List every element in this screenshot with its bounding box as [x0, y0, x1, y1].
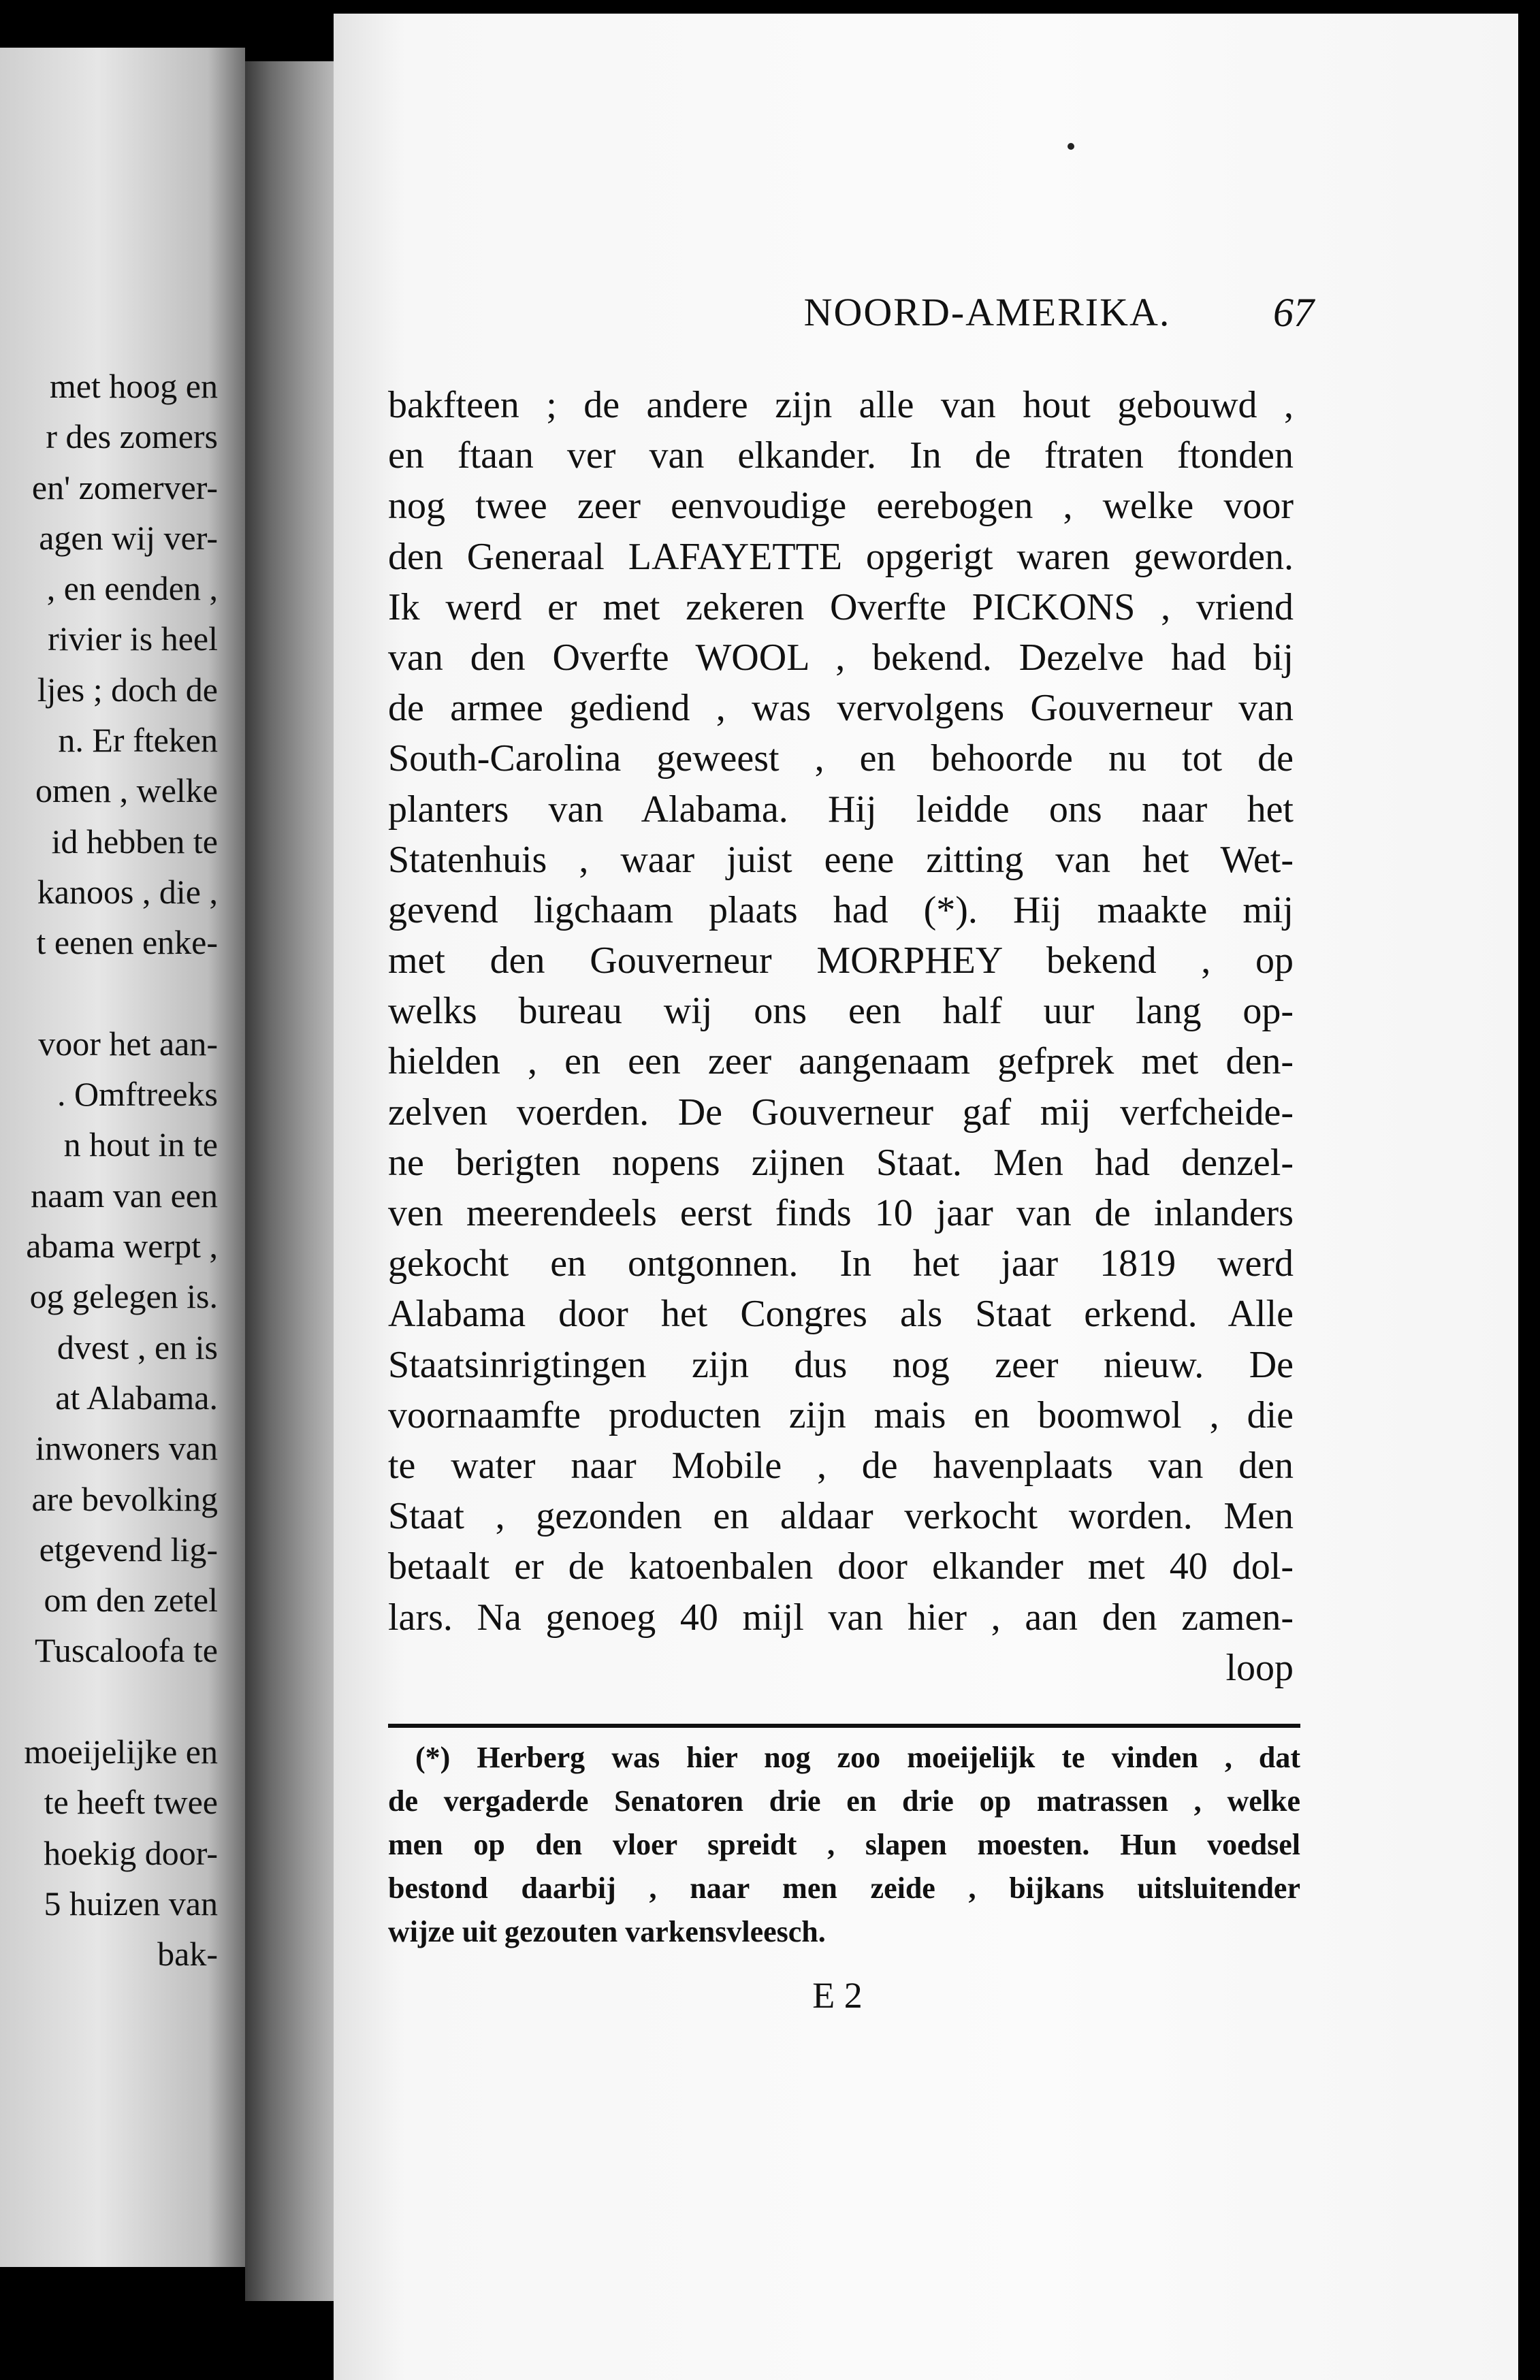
- text-line: ven meerendeels eerst finds 10 jaar van de inlanders: [388, 1192, 1294, 1234]
- text-line: lars. Na genoeg 40 mijl van hier , aan den zamen-: [388, 1596, 1294, 1639]
- signature-mark: E 2: [812, 1975, 863, 2016]
- text-line: planters van Alabama. Hij leidde ons naar het: [388, 788, 1294, 831]
- text-line: Staat , gezonden en aldaar verkocht worden. Men: [388, 1495, 1294, 1538]
- left-line: ljes ; doch de: [37, 670, 218, 709]
- left-line: 5 huizen van: [44, 1884, 218, 1923]
- left-line: dvest , en is: [57, 1328, 218, 1366]
- text-line: Ik werd er met zekeren Overfte PICKONS , vriend: [388, 585, 1294, 628]
- left-line: omen , welke: [35, 771, 218, 810]
- text-line: Statenhuis , waar juist eene zitting van het Wet-: [388, 838, 1294, 881]
- running-head: NOORD-AMERIKA.: [803, 290, 1171, 334]
- left-line: og gelegen is.: [29, 1277, 218, 1316]
- left-line: Tuscaloofa te: [35, 1631, 218, 1670]
- left-line: te heeft twee: [44, 1783, 218, 1822]
- left-line: [0, 968, 218, 1018]
- page-number: 67: [1273, 290, 1314, 335]
- left-line: met hoog en: [49, 367, 218, 405]
- text-line: Staatsinrigtingen zijn dus nog zeer nieuw. De: [388, 1343, 1294, 1386]
- text-line: van den Overfte WOOL , bekend. Dezelve had bij: [388, 636, 1294, 679]
- right-page: [334, 14, 1518, 2380]
- left-line: en' zomerver-: [31, 468, 218, 506]
- speck-mark: [1068, 143, 1074, 150]
- text-line: zelven voerden. De Gouverneur gaf mij verfcheide-: [388, 1091, 1294, 1133]
- left-line: . Omftreeks: [57, 1075, 218, 1114]
- text-line: welks bureau wij ons een half uur lang op-: [388, 990, 1294, 1033]
- left-line: agen wij ver-: [39, 518, 218, 557]
- footnote: [388, 1736, 1300, 1954]
- book-gutter: [245, 61, 347, 2301]
- left-line: at Alabama.: [55, 1378, 218, 1417]
- left-line: t eenen enke-: [36, 923, 218, 962]
- text-line: te water naar Mobile , de havenplaats van den: [388, 1444, 1294, 1487]
- left-line: bak-: [157, 1935, 218, 1974]
- text-line: ne berigten nopens zijnen Staat. Men had denzel-: [388, 1141, 1294, 1184]
- text-line: hielden , en een zeer aangenaam gefprek met den-: [388, 1040, 1294, 1083]
- text-line: de armee gediend , was vervolgens Gouverneur van: [388, 687, 1294, 730]
- left-line: etgevend lig-: [39, 1530, 218, 1569]
- text-line: nog twee zeer eenvoudige eerebogen , welke voor: [388, 485, 1294, 528]
- footnote-line: de vergaderde Senatoren drie en drie op matrassen , welke: [388, 1784, 1300, 1818]
- left-line: n. Er fteken: [58, 721, 218, 760]
- left-line: , en eenden ,: [46, 569, 218, 608]
- text-line: en ftaan ver van elkander. In de ftraten ftonden: [388, 434, 1294, 477]
- text-line: gevend ligchaam plaats had (*). Hij maakte mij: [388, 888, 1294, 931]
- left-line: naam van een: [31, 1176, 218, 1215]
- left-line: moeijelijke en: [24, 1733, 218, 1771]
- left-line: om den zetel: [44, 1581, 218, 1620]
- body-text: [388, 380, 1294, 1693]
- left-line: inwoners van: [35, 1429, 218, 1468]
- left-line: rivier is heel: [48, 620, 218, 658]
- left-page-text: [0, 361, 218, 1980]
- footnote-rule: [388, 1724, 1300, 1728]
- left-line: r des zomers: [46, 417, 218, 456]
- footnote-line: bestond daarbij , naar men zeide , bijkans uitsluitender: [388, 1871, 1300, 1905]
- footnote-line: (*) Herberg was hier nog zoo moeijelijk te vinden , dat: [415, 1741, 1300, 1774]
- text-line: voornaamfte producten zijn mais en boomwol , die: [388, 1394, 1294, 1436]
- text-line: bakfteen ; de andere zijn alle van hout gebouwd ,: [388, 384, 1294, 426]
- footnote-line: men op den vloer spreidt , slapen moesten. Hun voedsel: [388, 1828, 1300, 1861]
- left-line: voor het aan-: [38, 1024, 218, 1063]
- text-line: gekocht en ontgonnen. In het jaar 1819 werd: [388, 1242, 1294, 1285]
- left-line: are bevolking: [31, 1479, 218, 1518]
- left-line: id hebben te: [51, 822, 218, 861]
- text-line: Alabama door het Congres als Staat erkend. Alle: [388, 1293, 1294, 1336]
- catchword: loop: [1225, 1646, 1294, 1689]
- text-line: South-Carolina geweest , en behoorde nu tot de: [388, 737, 1294, 780]
- left-page: [0, 48, 245, 2267]
- text-line: betaalt er de katoenbalen door elkander met 40 dol-: [388, 1545, 1294, 1588]
- left-line: abama werpt ,: [26, 1227, 218, 1266]
- left-line: hoekig door-: [44, 1833, 218, 1872]
- text-line: met den Gouverneur MORPHEY bekend , op: [388, 939, 1294, 982]
- left-line: kanoos , die ,: [37, 872, 218, 911]
- text-line: den Generaal LAFAYETTE opgerigt waren geworden.: [388, 535, 1294, 578]
- footnote-line: wijze uit gezouten varkensvleesch.: [388, 1915, 826, 1948]
- left-line: [0, 1676, 218, 1726]
- left-line: n hout in te: [63, 1125, 218, 1164]
